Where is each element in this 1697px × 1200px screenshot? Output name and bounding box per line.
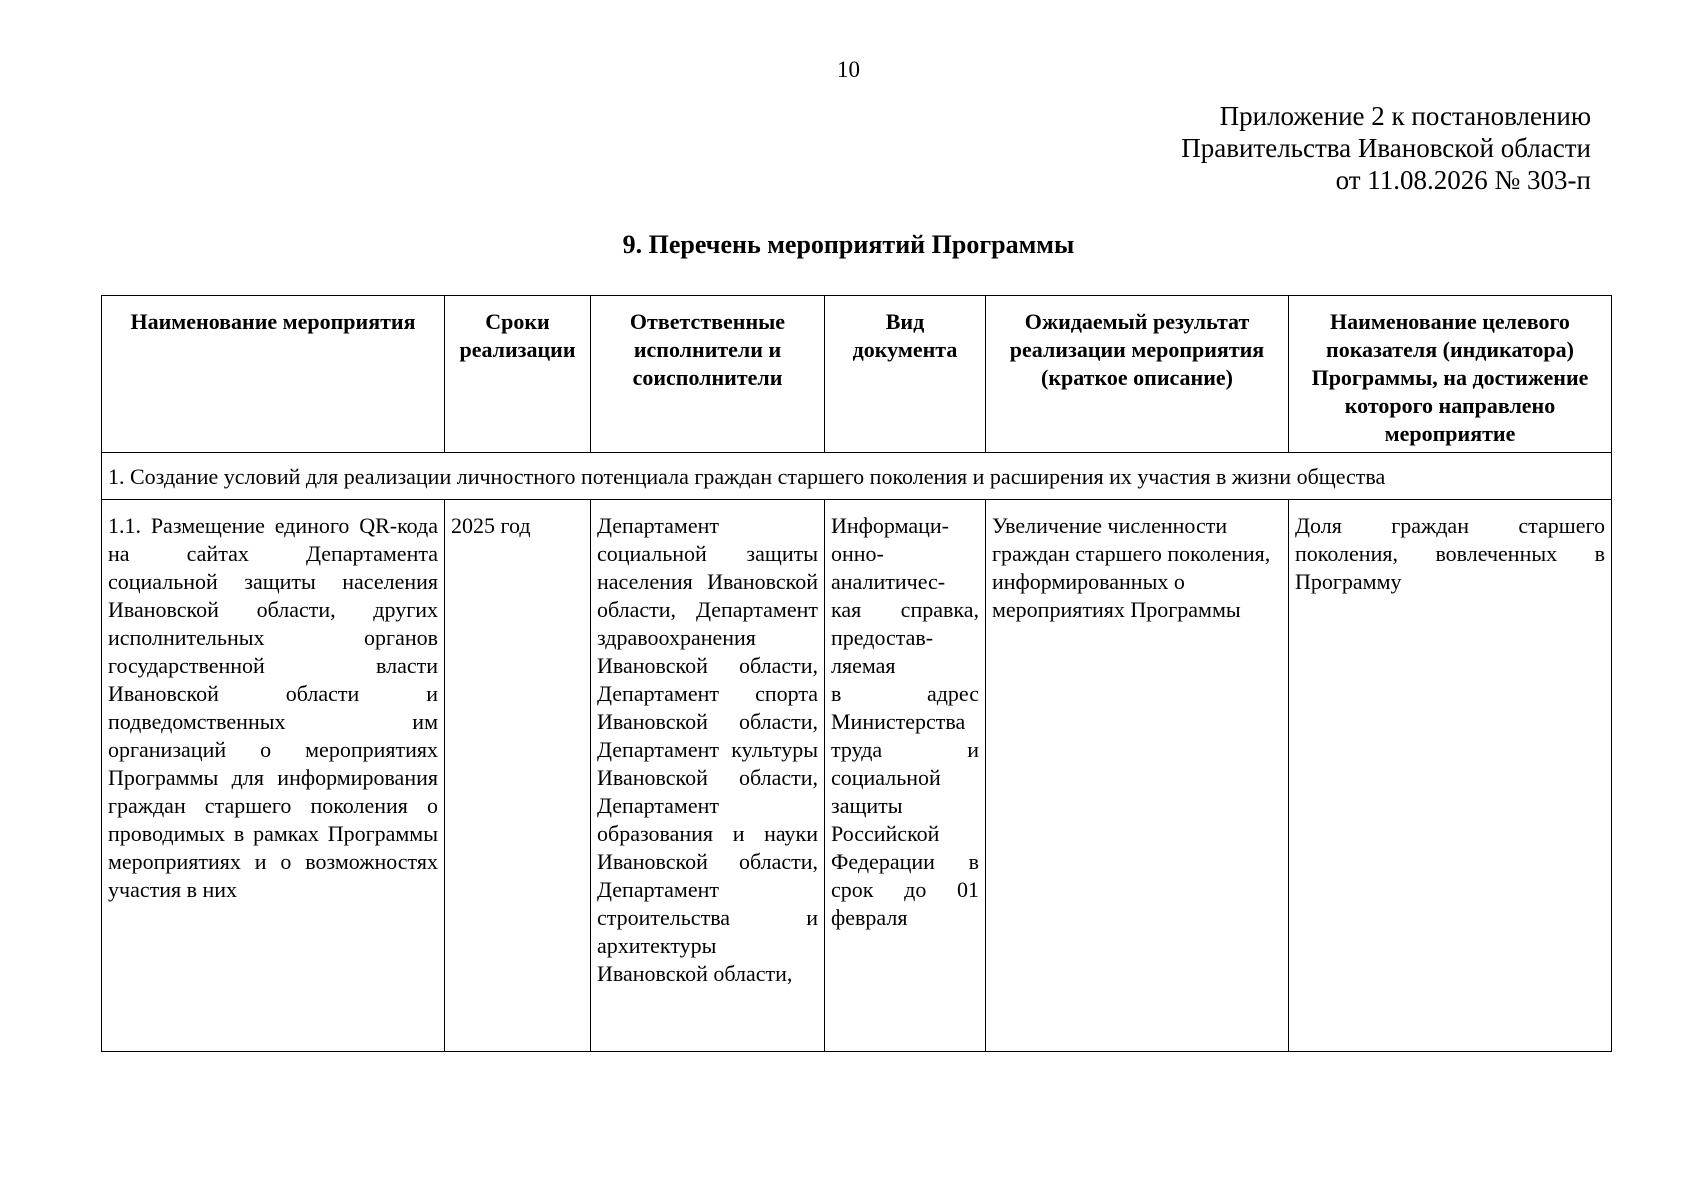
section-row-text: 1. Создание условий для реализации личностного потенциала граждан старшего поколения и расширения их участия в жизни общества bbox=[102, 453, 1612, 500]
appendix-line-1: Приложение 2 к постановлению bbox=[1219, 101, 1591, 131]
appendix-reference bbox=[1181, 100, 1591, 196]
cell-measure-name: 1.1. Размещение единого QR-кода на сайтах Департамента социальной защиты населения Ивановской области, других исполнительных органов государственной власти Ивановской области и подведомственных им организаций о мероприятиях Программы для информирования граждан старшего поколения о проводимых в рамках Программы мероприятиях и о возможностях участия в них bbox=[102, 500, 445, 1052]
header-executors: Ответственные исполнители и соисполнители bbox=[591, 296, 825, 453]
section-row bbox=[102, 453, 1612, 500]
cell-indicator: Доля граждан старшего поколения, вовлеченных в Программу bbox=[1289, 500, 1612, 1052]
table-row bbox=[102, 500, 1612, 1052]
section-title: 9. Перечень мероприятий Программы bbox=[622, 230, 1075, 259]
page-number: 10 bbox=[837, 57, 860, 82]
header-document-type: Вид документа bbox=[825, 296, 986, 453]
appendix-line-3: от 11.08.2026 № 303-п bbox=[1335, 165, 1591, 195]
header-measure-name: Наименование мероприятия bbox=[102, 296, 445, 453]
header-indicator: Наименование целевого показателя (индикатора) Программы, на достижение которого направлено мероприятие bbox=[1289, 296, 1612, 453]
cell-executors: Департамент социальной защиты населения Ивановской области, Департамент здравоохранения Ивановской области, Департамент спорта Ивановской области, Департамент культуры Ивановской области, Департамент образования и науки Ивановской области, Департамент строительства и архитектуры Ивановской области, bbox=[591, 500, 825, 1052]
appendix-line-2: Правительства Ивановской области bbox=[1181, 133, 1591, 163]
cell-expected-result: Увеличение численности граждан старшего поколения, информированных о мероприятиях Программы bbox=[986, 500, 1289, 1052]
header-expected-result: Ожидаемый результат реализации мероприятия (краткое описание) bbox=[986, 296, 1289, 453]
table-header-row bbox=[102, 296, 1612, 453]
cell-document-type: Информаци- онно- аналитичес- кая справка, предостав- ляемая в адрес Министерства труда и социальной защиты Российской Федерации в срок до 01 февраля bbox=[825, 500, 986, 1052]
header-period: Сроки реализации bbox=[445, 296, 591, 453]
cell-period: 2025 год bbox=[445, 500, 591, 1052]
measures-table bbox=[101, 295, 1612, 1052]
